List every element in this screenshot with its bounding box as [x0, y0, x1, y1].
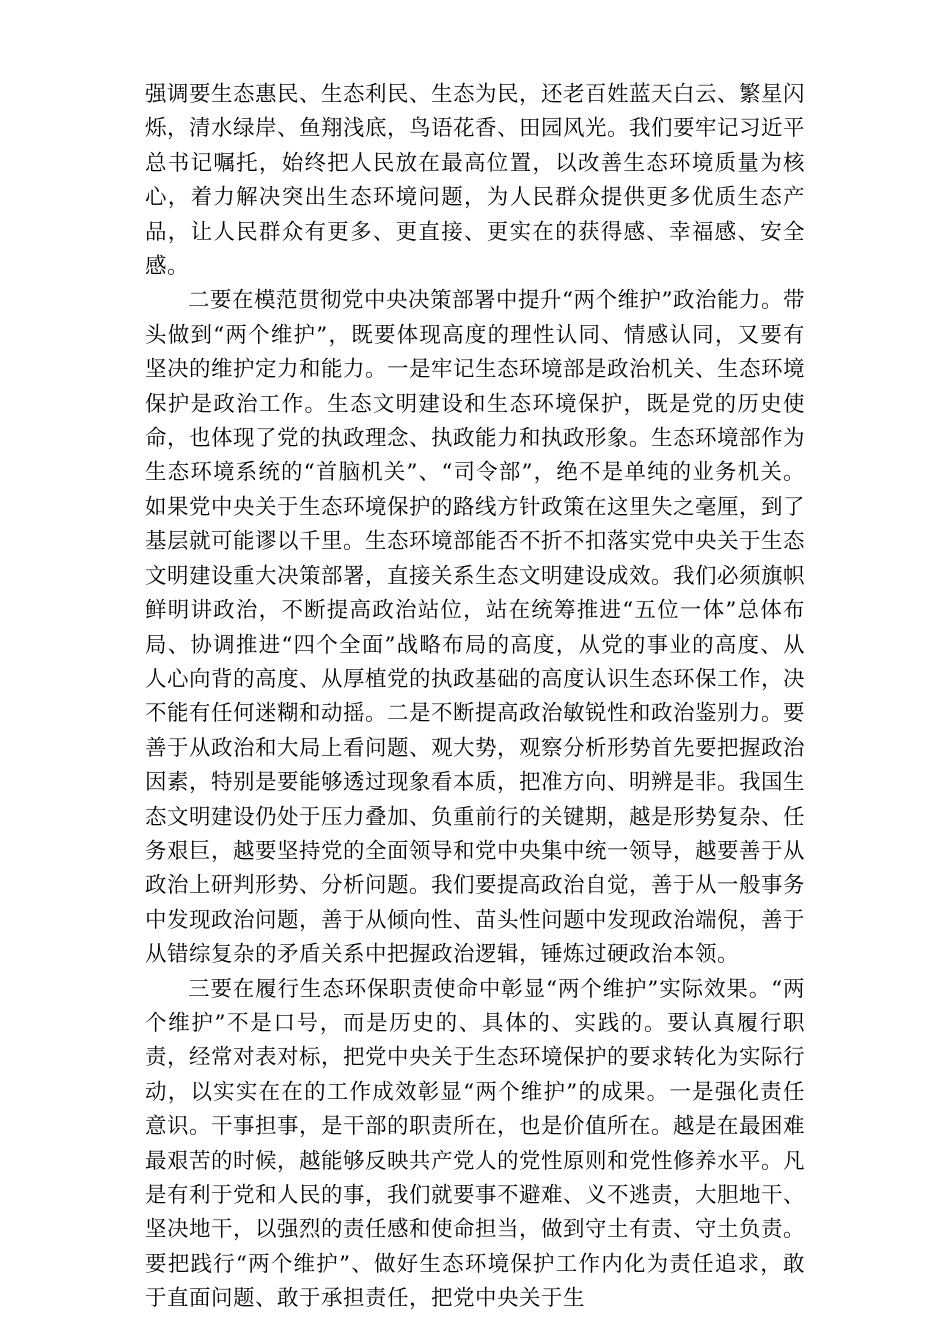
paragraph-2: 二要在模范贯彻党中央决策部署中提升“两个维护”政治能力。带头做到“两个维护”，既要体现高度的理性认同、情感认同，又要有坚决的维护定力和能力。一是牢记生态环境部是政治机关、生态环境保护是政治工作。生态文明建设和生态环境保护，既是党的历史使命，也体现了党的执政理念、执政能力和执政形象。生态环境部作为生态环境系统的“首脑机关”、“司令部”，绝不是单纯的业务机关。如果党中央关于生态环境保护的路线方针政策在这里失之毫厘，到了基层就可能谬以千里。生态环境部能否不折不扣落实党中央关于生态文明建设重大决策部署，直接关系生态文明建设成效。我们必须旗帜鲜明讲政治，不断提高政治站位，站在统筹推进“五位一体”总体布局、协调推进“四个全面”战略布局的高度，从党的事业的高度、从人心向背的高度、从厚植党的执政基础的高度认识生态环保工作，决不能有任何迷糊和动摇。二是不断提高政治敏锐性和政治鉴别力。要善于从政治和大局上看问题、观大势，观察分析形势首先要把握政治因素，特别是要能够透过现象看本质，把准方向、明辨是非。我国生态文明建设仍处于压力叠加、负重前行的关键期，越是形势复杂、任务艰巨，越要坚持党的全面领导和党中央集中统一领导，越要善于从政治上研判形势、分析问题。我们要提高政治自觉，善于从一般事务中发现政治问题，善于从倾向性、苗头性问题中发现政治端倪，善于从错综复杂的矛盾关系中把握政治逻辑，锤炼过硬政治本领。: [145, 288, 806, 968]
paragraph-3: 三要在履行生态环保职责使命中彰显“两个维护”实际效果。“两个维护”不是口号，而是历史的、具体的、实践的。要认真履行职责，经常对表对标，把党中央关于生态环境保护的要求转化为实际行动，以实实在在的工作成效彰显“两个维护”的成果。一是强化责任意识。干事担事，是干部的职责所在，也是价值所在。越是在最困难最艰苦的时候，越能够反映共产党人的党性原则和党性修养水平。凡是有利于党和人民的事，我们就要事不避难、义不逃责，大胆地干、坚决地干，以强烈的责任感和使命担当，做到守土有责、守土负责。要把践行“两个维护”、做好生态环境保护工作内化为责任追求，敢于直面问题、敢于承担责任，把党中央关于生: [145, 976, 806, 1312]
paragraph-1: 强调要生态惠民、生态利民、生态为民，还老百姓蓝天白云、繁星闪烁，清水绿岸、鱼翔浅底，鸟语花香、田园风光。我们要牢记习近平总书记嘱托，始终把人民放在最高位置，以改善生态环境质量为核心，着力解决突出生态环境问题，为人民群众提供更多优质生态产品，让人民群众有更多、更直接、更实在的获得感、幸福感、安全感。: [145, 82, 806, 280]
document-body: [145, 78, 805, 1317]
